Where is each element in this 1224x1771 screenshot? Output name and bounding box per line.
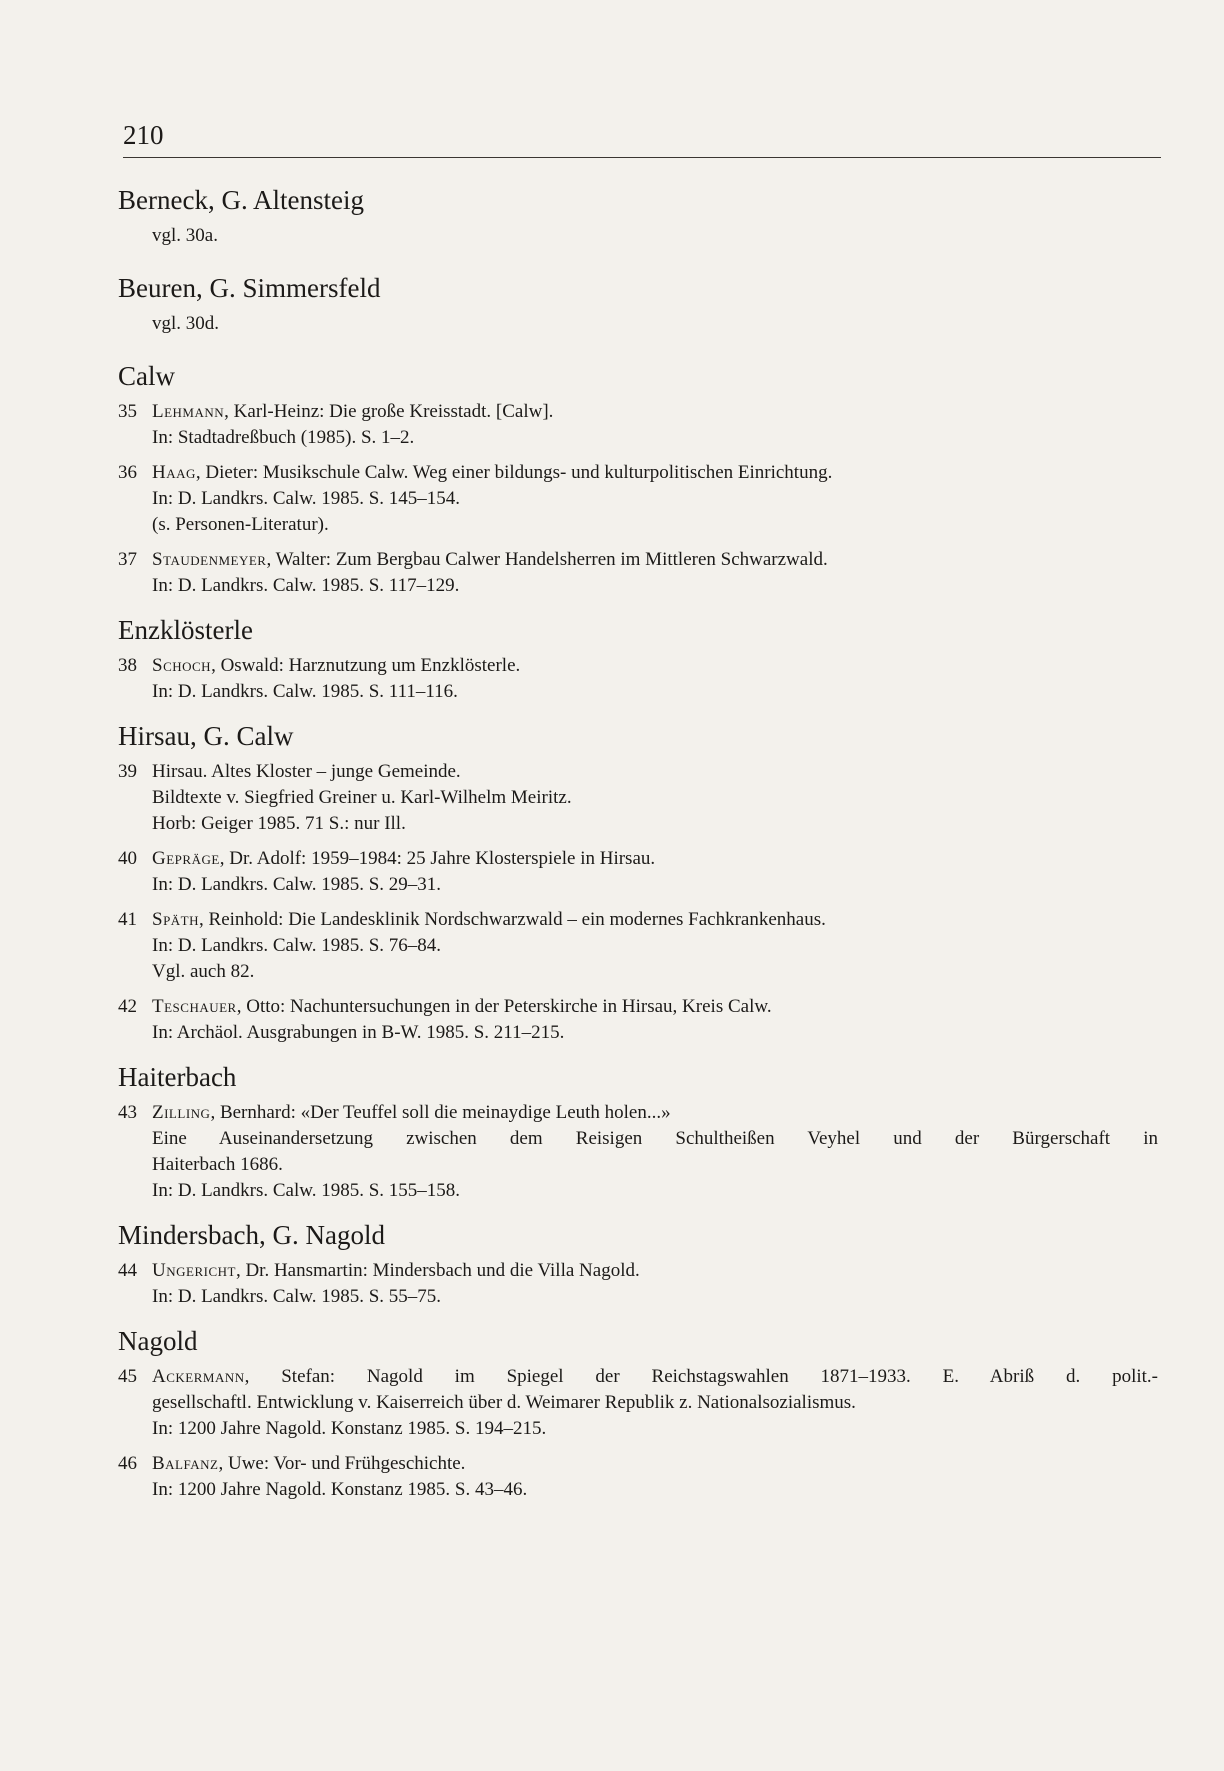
entry-title-line xyxy=(152,1258,1158,1284)
entry-number: 43 xyxy=(118,1102,137,1123)
entry-number: 37 xyxy=(118,549,137,570)
bibliography-content xyxy=(118,183,1158,1517)
entry-author: Ackermann xyxy=(152,1366,245,1387)
entry-title: , Otto: Nachuntersuchungen in der Peterskirche in Hirsau, Kreis Calw. xyxy=(236,996,772,1017)
entry-detail-line: In: D. Landkrs. Calw. 1985. S. 76–84. xyxy=(152,935,442,956)
entry-detail-line: In: D. Landkrs. Calw. 1985. S. 117–129. xyxy=(152,575,460,596)
entry-author: Gepräge xyxy=(152,848,220,869)
entry-title-line xyxy=(152,994,1158,1020)
entry-author: Späth xyxy=(152,909,200,930)
entry-title-line xyxy=(152,759,1158,785)
section xyxy=(118,1324,1158,1503)
section xyxy=(118,271,1158,337)
entry-detail-line: In: D. Landkrs. Calw. 1985. S. 145–154. xyxy=(152,488,461,509)
section xyxy=(118,183,1158,249)
page-number: 210 xyxy=(123,120,164,150)
entry-title-line xyxy=(152,846,1158,872)
entry-author: Zilling xyxy=(152,1102,211,1123)
entry-detail-line: Haiterbach 1686. xyxy=(152,1154,283,1175)
entry-title-line xyxy=(152,460,1158,486)
entry-detail-line: In: D. Landkrs. Calw. 1985. S. 55–75. xyxy=(152,1286,442,1307)
entry-author: Schoch xyxy=(152,655,212,676)
entry-number: 36 xyxy=(118,462,137,483)
entry-detail-line: gesellschaftl. Entwicklung v. Kaiserreich über d. Weimarer Republik z. Nationalsozialismus. xyxy=(152,1392,856,1413)
bibliography-entry xyxy=(118,1258,1158,1310)
entry-author: Teschauer xyxy=(152,996,237,1017)
bibliography-entry xyxy=(118,547,1158,599)
entry-title: , Reinhold: Die Landesklinik Nordschwarzwald – ein modernes Fachkrankenhaus. xyxy=(199,909,826,930)
entry-title-line xyxy=(152,1364,1158,1390)
entry-title-line xyxy=(152,399,1158,425)
entry-title: , Stefan: Nagold im Spiegel der Reichstagswahlen 1871–1933. E. Abriß d. polit.- xyxy=(244,1366,1158,1387)
section-heading: Hirsau, G. Calw xyxy=(118,721,294,751)
section-heading: Enzklösterle xyxy=(118,615,253,645)
bibliography-entry xyxy=(118,460,1158,538)
bibliography-entry xyxy=(118,399,1158,451)
entry-title-line xyxy=(152,547,1158,573)
section xyxy=(118,613,1158,705)
entry-author: Ungericht xyxy=(152,1260,236,1281)
entry-author: Haag xyxy=(152,462,196,483)
see-also-reference: vgl. 30d. xyxy=(152,313,220,334)
entry-detail-line: (s. Personen-Literatur). xyxy=(152,514,329,535)
entry-number: 46 xyxy=(118,1453,137,1474)
entry-subtitle-line: Eine Auseinandersetzung zwischen dem Reisigen Schultheißen Veyhel und der Bürgerschaft in xyxy=(152,1128,1158,1149)
section xyxy=(118,1218,1158,1310)
entry-number: 42 xyxy=(118,996,137,1017)
section-heading: Nagold xyxy=(118,1326,198,1356)
entry-title-line xyxy=(152,1100,1158,1126)
bibliography-entry xyxy=(118,846,1158,898)
entry-detail-line: Vgl. auch 82. xyxy=(152,961,255,982)
entry-detail-line: In: Archäol. Ausgrabungen in B-W. 1985. S. 211–215. xyxy=(152,1022,565,1043)
entry-title: , Bernhard: «Der Teuffel soll die meinaydige Leuth holen...» xyxy=(210,1102,671,1123)
entry-title: , Uwe: Vor- und Frühgeschichte. xyxy=(218,1453,466,1474)
entry-detail-line: In: D. Landkrs. Calw. 1985. S. 111–116. xyxy=(152,681,458,702)
bibliography-entry xyxy=(118,994,1158,1046)
entry-author: Lehmann xyxy=(152,401,225,422)
bibliography-entry xyxy=(118,907,1158,985)
entry-detail-line: In: D. Landkrs. Calw. 1985. S. 29–31. xyxy=(152,874,442,895)
entry-title-line xyxy=(152,907,1158,933)
section-heading: Calw xyxy=(118,361,175,391)
bibliography-entry xyxy=(118,1100,1158,1204)
entry-number: 45 xyxy=(118,1366,137,1387)
entry-title: , Walter: Zum Bergbau Calwer Handelsherren im Mittleren Schwarzwald. xyxy=(266,549,828,570)
entry-title: , Karl-Heinz: Die große Kreisstadt. [Calw]. xyxy=(224,401,554,422)
entry-title-line xyxy=(152,1451,1158,1477)
entry-number: 40 xyxy=(118,848,137,869)
entry-number: 35 xyxy=(118,401,137,422)
header-rule xyxy=(123,157,1161,158)
bibliography-entry xyxy=(118,1364,1158,1442)
entry-number: 41 xyxy=(118,909,137,930)
entry-detail-line: In: 1200 Jahre Nagold. Konstanz 1985. S. 43–46. xyxy=(152,1479,528,1500)
entry-number: 38 xyxy=(118,655,137,676)
section-heading: Mindersbach, G. Nagold xyxy=(118,1220,385,1250)
entry-detail-line: Horb: Geiger 1985. 71 S.: nur Ill. xyxy=(152,813,406,834)
entry-author: Balfanz xyxy=(152,1453,219,1474)
entry-detail-line: In: Stadtadreßbuch (1985). S. 1–2. xyxy=(152,427,415,448)
section xyxy=(118,1060,1158,1204)
entry-title-line xyxy=(152,653,1158,679)
section-heading: Beuren, G. Simmersfeld xyxy=(118,273,381,303)
section xyxy=(118,359,1158,599)
entry-detail-line: In: D. Landkrs. Calw. 1985. S. 155–158. xyxy=(152,1180,461,1201)
see-also-reference: vgl. 30a. xyxy=(152,225,218,246)
section xyxy=(118,719,1158,1046)
entry-number: 44 xyxy=(118,1260,137,1281)
section-heading: Haiterbach xyxy=(118,1062,237,1092)
entry-number: 39 xyxy=(118,761,137,782)
section-heading: Berneck, G. Altensteig xyxy=(118,185,364,215)
entry-title: , Dr. Adolf: 1959–1984: 25 Jahre Klosterspiele in Hirsau. xyxy=(219,848,656,869)
entry-title: , Oswald: Harznutzung um Enzklösterle. xyxy=(211,655,521,676)
entry-title: , Dr. Hansmartin: Mindersbach und die Villa Nagold. xyxy=(235,1260,640,1281)
entry-detail-line: Bildtexte v. Siegfried Greiner u. Karl-Wilhelm Meiritz. xyxy=(152,787,572,808)
entry-title: Hirsau. Altes Kloster – junge Gemeinde. xyxy=(152,761,461,782)
entry-title: , Dieter: Musikschule Calw. Weg einer bildungs- und kulturpolitischen Einrichtung. xyxy=(195,462,833,483)
bibliography-entry xyxy=(118,653,1158,705)
entry-author: Staudenmeyer xyxy=(152,549,267,570)
bibliography-entry xyxy=(118,1451,1158,1503)
entry-detail-line: In: 1200 Jahre Nagold. Konstanz 1985. S. 194–215. xyxy=(152,1418,547,1439)
bibliography-entry xyxy=(118,759,1158,837)
